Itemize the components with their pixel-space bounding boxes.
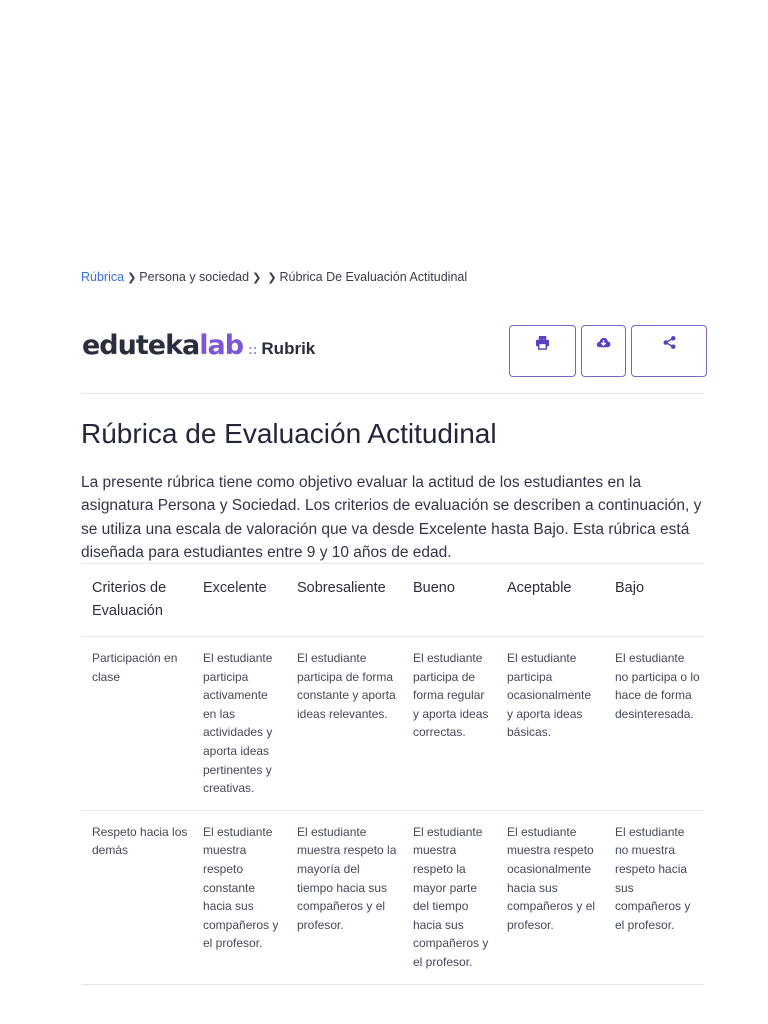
level-cell: El estudiante muestra respeto la mayor parte del tiempo hacia sus compañeros y el profesor.	[413, 824, 489, 969]
logo-text-eduteka: eduteka	[82, 330, 200, 361]
edutekalab-rubrik-logo[interactable]	[82, 330, 315, 364]
header-aceptable: Aceptable	[507, 580, 572, 596]
rubric-table	[81, 563, 704, 985]
breadcrumb-link-rubrica[interactable]: Rúbrica	[81, 270, 125, 284]
breadcrumb	[81, 270, 467, 284]
level-cell: El estudiante muestra respeto la mayoría del tiempo hacia sus compañeros y el profesor.	[297, 824, 397, 932]
logo-text-lab: lab	[199, 330, 244, 361]
header-sobresaliente: Sobresaliente	[297, 580, 386, 596]
table-row	[81, 810, 704, 984]
header-divider	[81, 393, 704, 394]
print-button[interactable]	[509, 325, 576, 377]
chevron-right-icon: ❯	[252, 272, 262, 284]
cloud-download-icon	[596, 335, 611, 350]
level-cell: El estudiante no participa o lo hace de forma desinteresada.	[615, 651, 700, 721]
logo-dots: ::	[248, 341, 258, 357]
chevron-right-icon: ❯	[127, 272, 137, 284]
table-row	[81, 637, 704, 811]
level-cell: El estudiante participa ocasionalmente y aporta ideas básicas.	[507, 651, 592, 740]
share-button[interactable]	[631, 325, 707, 377]
action-buttons	[509, 325, 707, 377]
download-button[interactable]	[581, 325, 626, 377]
level-cell: El estudiante participa activamente en las actividades y aporta ideas pertinentes y creativas.	[203, 651, 273, 796]
page-description: La presente rúbrica tiene como objetivo evaluar la actitud de los estudiantes en la asignatura Persona y Sociedad. Los criterios de evaluación se describen a continuación, y se utiliza una escala de valoración que va desde Excelente hasta Bajo. Esta rúbrica está diseñada para estudiantes entre 9 y 10 años de edad.	[81, 474, 702, 561]
table-header-row	[81, 564, 704, 637]
header-criterios: Criterios de Evaluación	[92, 580, 167, 619]
level-cell: El estudiante muestra respeto constante hacia sus compañeros y el profesor.	[203, 824, 279, 951]
breadcrumb-link-category[interactable]: Persona y sociedad	[139, 270, 250, 284]
criterion-cell: Participación en clase	[92, 651, 178, 684]
printer-icon	[535, 335, 550, 350]
level-cell: El estudiante participa de forma regular y aporta ideas correctas.	[413, 651, 489, 740]
header-bajo: Bajo	[615, 580, 645, 596]
level-cell: El estudiante no muestra respeto hacia sus compañeros y el profesor.	[615, 824, 691, 932]
header-bueno: Bueno	[413, 580, 455, 596]
criterion-cell: Respeto hacia los demás	[92, 824, 188, 858]
chevron-right-icon: ❯	[267, 272, 277, 284]
level-cell: El estudiante muestra respeto ocasionalmente hacia sus compañeros y el profesor.	[507, 824, 596, 932]
logo-text-rubrik: Rubrik	[261, 339, 316, 358]
breadcrumb-current: Rúbrica De Evaluación Actitudinal	[279, 270, 468, 284]
page-title: Rúbrica de Evaluación Actitudinal	[81, 418, 497, 449]
level-cell: El estudiante participa de forma constante y aporta ideas relevantes.	[297, 651, 396, 721]
header-excelente: Excelente	[203, 580, 267, 596]
share-icon	[662, 335, 677, 350]
